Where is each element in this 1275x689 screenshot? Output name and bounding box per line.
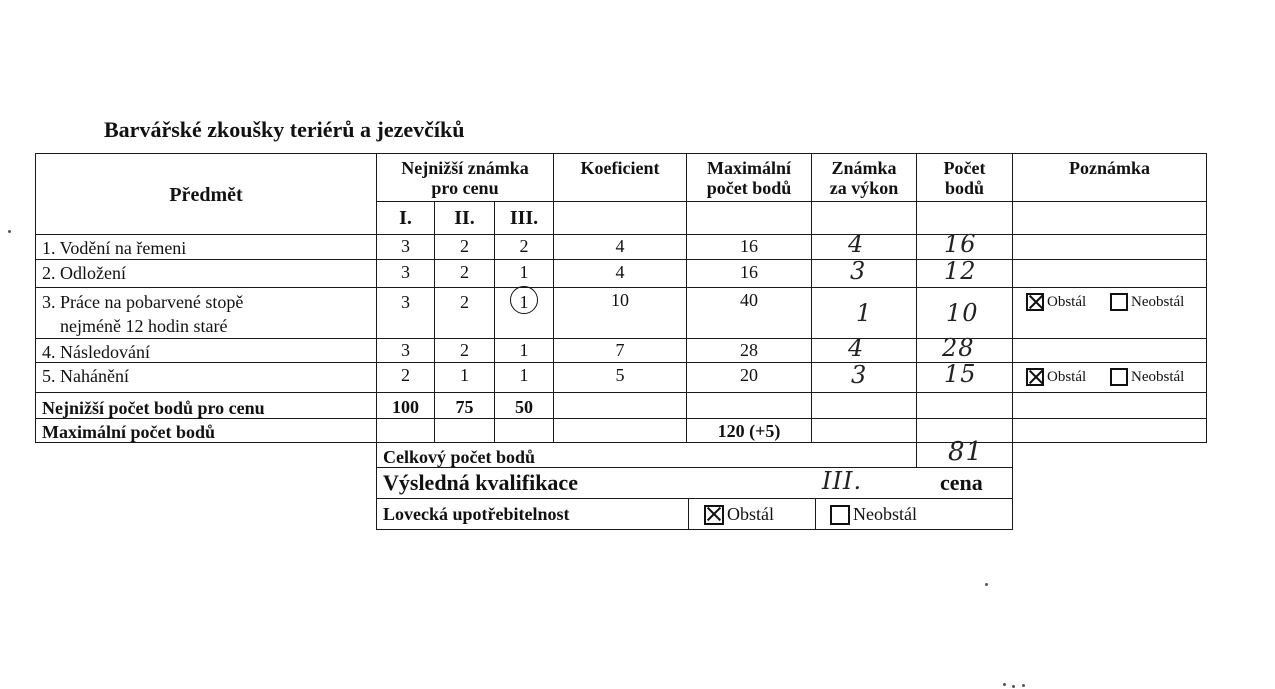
row-5-coefficient: 5 [553,362,687,393]
hunting-neobstal-checkbox[interactable] [830,505,850,525]
row-4-grade-I: 3 [376,338,435,363]
row-4-subject: 4. Následování [35,338,377,363]
min-points-III: 50 [494,392,554,419]
row-3-subject-line2: nejméně 12 hodin staré [60,316,228,336]
min-points-empty-max [686,392,812,419]
row-1-subject: 1. Vodění na řemeni [35,234,377,260]
header-grade-I: I. [376,201,435,235]
scan-speck [8,230,11,233]
row-1-grade-I: 3 [376,234,435,260]
header-coefficient: Koeficient [553,153,687,202]
scan-speck [1003,683,1006,686]
min-points-empty-points [916,392,1013,419]
row-4-max: 28 [686,338,812,363]
row-5-grade-I: 2 [376,362,435,393]
row-5-neobstal-checkbox[interactable] [1110,368,1128,386]
row-5-grade-III: 1 [494,362,554,393]
max-points-empty-perf [811,418,917,443]
total-points-handwritten: 81 [948,437,984,467]
row-2-grade-II: 2 [434,259,495,288]
min-points-label: Nejnižší počet bodů pro cenu [35,392,377,419]
row-5-points-handwritten: 15 [944,360,977,388]
row-2-note-cell [1012,259,1207,288]
row-3-subject [35,287,377,339]
row-3-grade-III-circle-mark [510,286,538,314]
min-points-empty-coef [553,392,687,419]
row-3-obstal-option [1026,293,1086,311]
row-3-neobstal-label: Neobstál [1131,293,1185,310]
scan-speck [985,583,988,586]
header-min-grade-line2: pro cenu [431,178,499,198]
max-points-empty-I [376,418,435,443]
max-points-label: Maximální počet bodů [35,418,377,443]
row-1-performance-handwritten: 4 [848,230,865,258]
row-4-grade-III: 1 [494,338,554,363]
scan-speck [1012,685,1015,688]
row-1-max: 16 [686,234,812,260]
qualification-handwritten: III. [822,467,863,495]
header-min-grade [376,153,554,202]
hunting-neobstal-label: Neobstál [853,504,917,524]
row-3-points-handwritten: 10 [946,299,979,327]
header-min-grade-line1: Nejnižší známka [401,158,529,178]
scan-speck [1022,684,1025,687]
header-points: Počet bodů [916,153,1013,202]
row-3-grade-III: 1 [494,287,554,339]
header-note: Poznámka [1012,153,1207,202]
row-3-grade-II: 2 [434,287,495,339]
min-points-empty-note [1012,392,1207,419]
qualification-label: Výsledná kvalifikace [383,470,578,495]
min-points-II: 75 [434,392,495,419]
max-points-empty-III [494,418,554,443]
row-2-grade-III: 1 [494,259,554,288]
row-5-grade-II: 1 [434,362,495,393]
row-5-neobstal-option [1110,368,1184,386]
row-1-note-cell [1012,234,1207,260]
row-2-performance-handwritten: 3 [850,257,867,285]
header-note-sub [1012,201,1207,235]
row-3-neobstal-checkbox[interactable] [1110,293,1128,311]
hunting-neobstal-option [830,504,917,525]
row-4-grade-II: 2 [434,338,495,363]
row-3-max: 40 [686,287,812,339]
max-points-value: 120 (+5) [686,418,812,443]
row-3-obstal-label: Obstál [1047,293,1087,310]
row-3-grade-I: 3 [376,287,435,339]
row-4-points-handwritten: 28 [942,334,975,362]
header-max-points: Maximální počet bodů [686,153,812,202]
row-4-coefficient: 7 [553,338,687,363]
hunting-usability-label: Lovecká upotřebitelnost [376,498,689,530]
hunting-obstal-option [704,504,774,525]
row-4-performance-handwritten: 4 [848,334,865,362]
min-points-I: 100 [376,392,435,419]
header-grade-III: III. [494,201,554,235]
max-points-empty-coef [553,418,687,443]
row-4-note-cell [1012,338,1207,363]
row-5-neobstal-label: Neobstál [1131,368,1185,385]
row-3-neobstal-option [1110,293,1184,311]
row-1-grade-III: 2 [494,234,554,260]
qualification-suffix: cena [940,470,983,495]
max-points-empty-II [434,418,495,443]
hunting-obstal-checkbox[interactable] [704,505,724,525]
row-1-grade-II: 2 [434,234,495,260]
header-coefficient-sub [553,201,687,235]
document-title: Barvářské zkoušky teriérů a jezevčíků [104,117,465,142]
total-points-label: Celkový počet bodů [376,442,917,468]
header-max-points-sub [686,201,812,235]
row-2-coefficient: 4 [553,259,687,288]
hunting-obstal-label: Obstál [727,504,774,524]
row-5-obstal-label: Obstál [1047,368,1087,385]
row-5-max: 20 [686,362,812,393]
row-3-coefficient: 10 [553,287,687,339]
header-grade-II: II. [434,201,495,235]
row-3-performance-handwritten: 1 [856,299,873,327]
min-points-empty-perf [811,392,917,419]
max-points-empty-note [1012,418,1207,443]
row-3-subject-line1: 3. Práce na pobarvené stopě [42,292,244,312]
row-2-max: 16 [686,259,812,288]
row-1-coefficient: 4 [553,234,687,260]
row-5-performance-handwritten: 3 [851,361,868,389]
row-1-points-handwritten: 16 [944,230,977,258]
row-5-subject: 5. Nahánění [35,362,377,393]
row-2-points-handwritten: 12 [944,257,977,285]
row-5-obstal-option [1026,368,1086,386]
header-performance: Známka za výkon [811,153,917,202]
row-3-obstal-checkbox[interactable] [1026,293,1044,311]
row-2-subject: 2. Odložení [35,259,377,288]
row-5-obstal-checkbox[interactable] [1026,368,1044,386]
header-subject: Předmět [35,153,377,235]
row-2-grade-I: 3 [376,259,435,288]
